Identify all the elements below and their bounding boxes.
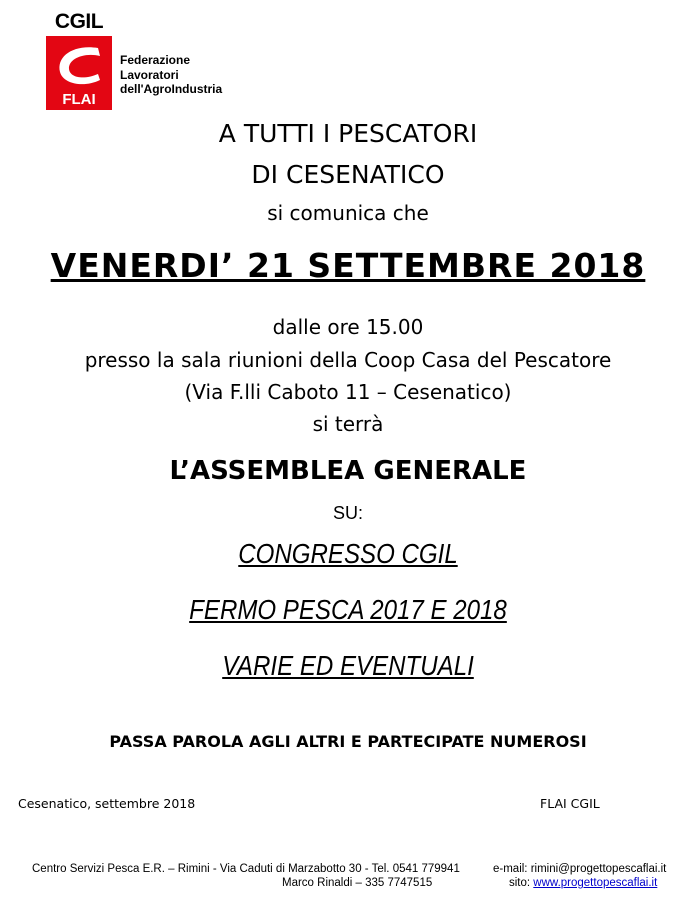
flai-cgil-logo (46, 10, 256, 108)
event-action: si terrà (312, 412, 384, 436)
footer-address: Centro Servizi Pesca E.R. – Rimini - Via Caduti di Marzabotto 30 - Tel. 0541 779941 (32, 863, 460, 875)
footer-contact-person: Marco Rinaldi – 335 7747515 (282, 877, 433, 889)
topic-item: CONGRESSO CGIL (238, 538, 458, 569)
su-label: SU: (332, 503, 363, 523)
topic-item: FERMO PESCA 2017 E 2018 (189, 594, 507, 625)
footer-site-link[interactable]: www.progettopescaflai.it (533, 877, 658, 889)
logo-org-name (120, 53, 222, 97)
event-place: presso la sala riunioni della Coop Casa del Pescatore (84, 348, 612, 372)
heading-line-2: DI CESENATICO (251, 160, 445, 189)
place-date: Cesenatico, settembre 2018 (18, 796, 196, 811)
footer-email (493, 863, 666, 875)
event-time: dalle ore 15.00 (272, 315, 424, 339)
event-date-title: VENERDI’ 21 SETTEMBRE 2018 (50, 246, 646, 285)
topic-item: VARIE ED EVENTUALI (222, 650, 474, 681)
heading-line-3: si comunica che (267, 201, 429, 225)
logo-org-line: Federazione (120, 53, 191, 67)
heading-line-1: A TUTTI I PESCATORI (218, 119, 478, 148)
footer-site (509, 877, 657, 889)
assembly-title: L’ASSEMBLEA GENERALE (169, 456, 527, 486)
logo-org-line: dell'AgroIndustria (120, 82, 223, 96)
logo-swoosh-icon (54, 42, 104, 90)
footer-email-label: e-mail: (493, 863, 531, 875)
call-to-action: PASSA PAROLA AGLI ALTRI E PARTECIPATE NUMEROSI (109, 732, 587, 751)
signature-org: FLAI CGIL (540, 796, 600, 811)
logo-red-box (46, 36, 112, 110)
logo-flai-text: FLAI (62, 91, 96, 108)
footer-email-address: rimini@progettopescaflai.it (530, 863, 667, 875)
footer-site-label: sito: (509, 877, 534, 889)
logo-org-line: Lavoratori (120, 67, 179, 82)
logo-cgil-text: CGIL (54, 10, 104, 33)
event-address: (Via F.lli Caboto 11 – Cesenatico) (184, 380, 512, 404)
